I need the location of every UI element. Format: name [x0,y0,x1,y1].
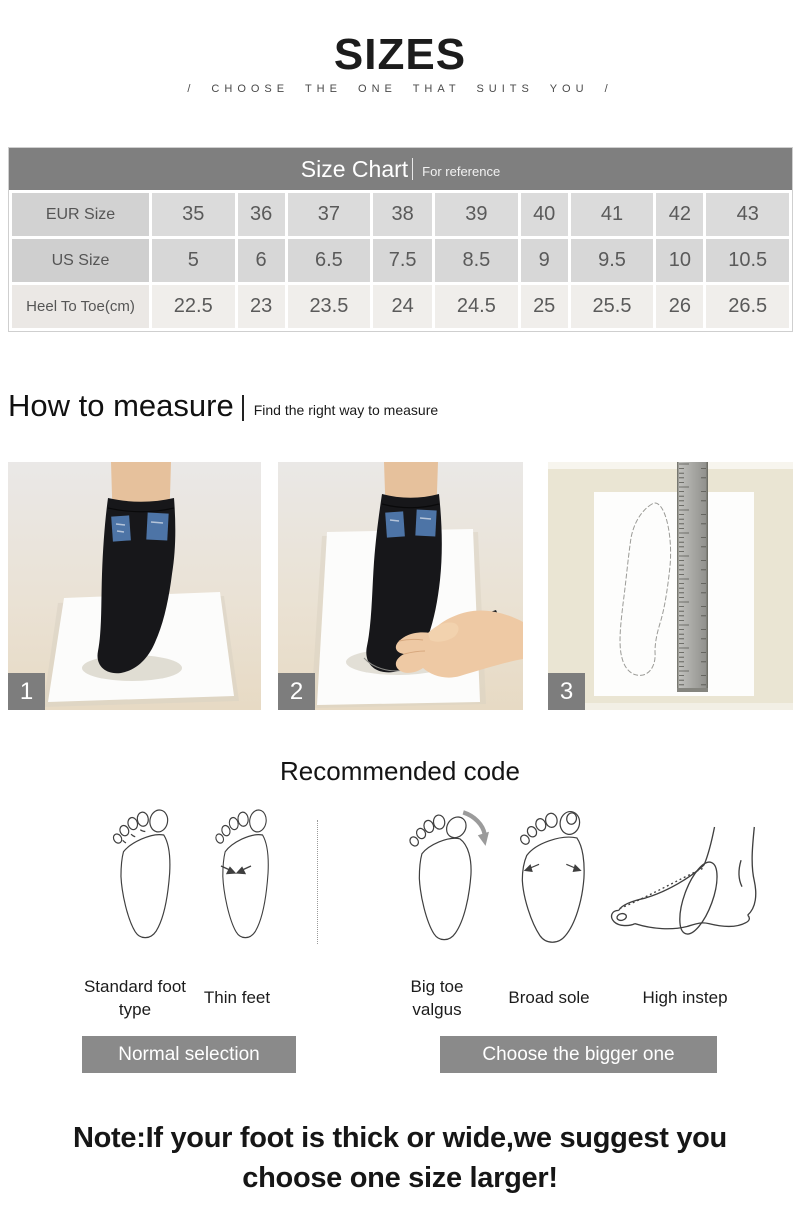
cell: 7.5 [373,239,432,282]
cell: 25 [521,285,568,328]
how-to-measure-subtitle: Find the right way to measure [253,402,439,418]
cell: 10.5 [706,239,789,282]
cell: 26.5 [706,285,789,328]
cell: 23.5 [288,285,371,328]
cell: 43 [706,193,789,236]
cell: 25.5 [571,285,654,328]
row-label: Heel To Toe(cm) [12,285,149,328]
cell: 39 [435,193,518,236]
size-chart-header [9,148,792,190]
high-instep-foot-icon [598,806,778,956]
heading-separator [242,395,244,421]
big-toe-valgus-foot-icon [395,806,510,966]
table-row-eur [12,193,789,236]
cell: 9.5 [571,239,654,282]
size-chart-title: Size Chart [300,155,409,182]
foot-label-thin: Thin feet [203,988,271,1007]
size-chart-subtitle: For reference [422,163,501,179]
row-label: US Size [12,239,149,282]
thin-foot-icon [198,806,298,966]
cell: 37 [288,193,371,236]
cell: 10 [656,239,703,282]
foot-label-instep: High instep [642,988,728,1007]
cell: 41 [571,193,654,236]
choose-bigger-button[interactable]: Choose the bigger one [440,1036,717,1073]
measure-step-photo-1 [8,462,261,710]
cell: 6.5 [288,239,371,282]
foot-type-diagrams [0,806,800,966]
cell: 38 [373,193,432,236]
size-note: Note:If your foot is thick or wide,we suggest you choose one size larger! [73,1122,727,1195]
how-to-measure-title: How to measure [8,388,234,423]
foot-on-paper-photo [8,462,261,710]
normal-selection-button[interactable]: Normal selection [82,1036,296,1073]
foot-label-broad: Broad sole [508,988,590,1007]
measure-step-photo-2 [278,462,523,710]
row-label: EUR Size [12,193,149,236]
cell: 22.5 [152,285,235,328]
step-number-badge: 2 [278,673,315,710]
size-chart-separator [412,158,413,180]
cell: 24.5 [435,285,518,328]
cell: 5 [152,239,235,282]
cell: 36 [238,193,285,236]
step-number-badge: 1 [8,673,45,710]
cell: 24 [373,285,432,328]
measure-step-photo-3 [548,462,793,710]
page-subtitle: / CHOOSE THE ONE THAT SUITS YOU / [187,83,613,95]
page-title: SIZES [333,30,467,79]
recommended-code-title: Recommended code [280,756,520,786]
cell: 26 [656,285,703,328]
foot-label-valgus: Big toe valgus [410,977,464,1019]
broad-sole-foot-icon [502,806,612,966]
step-number-badge: 3 [548,673,585,710]
cell: 8.5 [435,239,518,282]
size-table [9,190,792,331]
cell: 6 [238,239,285,282]
foot-label-standard: Standard foot type [83,977,187,1019]
standard-foot-icon [95,806,205,966]
size-chart [8,147,793,332]
how-to-measure-heading [8,388,438,424]
cell: 9 [521,239,568,282]
table-row-heel [12,285,789,328]
cell: 35 [152,193,235,236]
cell: 42 [656,193,703,236]
dotted-divider [317,820,318,944]
cell: 23 [238,285,285,328]
cell: 40 [521,193,568,236]
table-row-us [12,239,789,282]
